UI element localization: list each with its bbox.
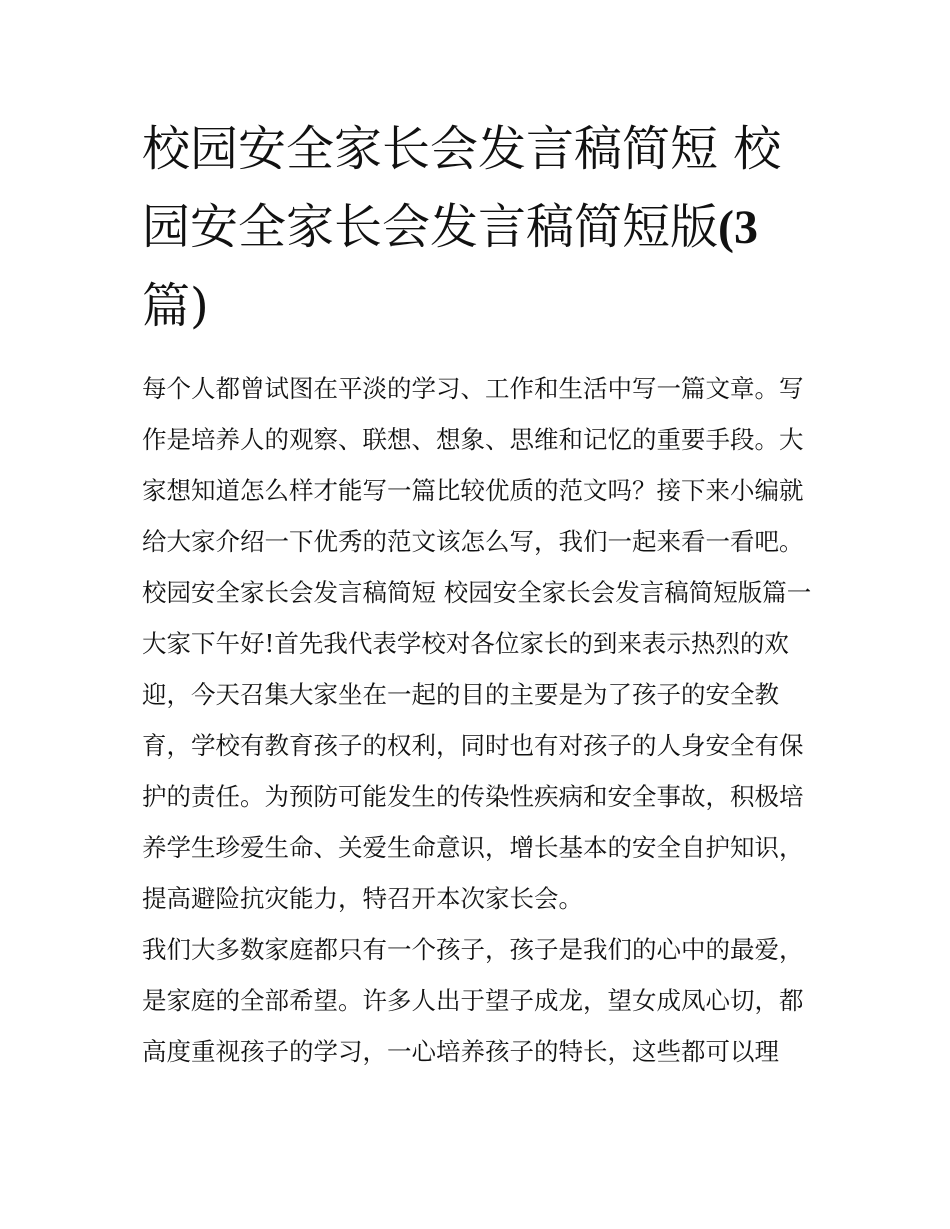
- document-body: [142, 110, 814, 1077]
- body-paragraph: 我们大多数家庭都只有一个孩子，孩子是我们的心中的最爱，是家庭的全部希望。许多人出于望子成龙，望女成凤心切，都高度重视孩子的学习，一心培养孩子的特长，这些都可以理: [142, 935, 804, 1066]
- document-title: [142, 110, 814, 345]
- title-text: 校园安全家长会发言稿简短 校园安全家长会发言稿简短版: [142, 121, 782, 255]
- intro-paragraph: 每个人都曾试图在平淡的学习、工作和生活中写一篇文章。写作是培养人的观察、联想、想象、思维和记忆的重要手段。大家想知道怎么样才能写一篇比较优质的范文吗？接下来小编就给大家介绍一下优秀的范文该怎么写，我们一起来看一看吧。: [142, 374, 804, 556]
- body-paragraph: 大家下午好!首先我代表学校对各位家长的到来表示热烈的欢迎，今天召集大家坐在一起的目的主要是为了孩子的安全教育，学校有教育孩子的权利，同时也有对孩子的人身安全有保护的责任。为预防可能发生的传染性疾病和安全事故，积极培养学生珍爱生命、关爱生命意识，增长基本的安全自护知识，提高避险抗灾能力，特召开本次家长会。: [142, 629, 804, 913]
- title-count-open: (3: [718, 201, 758, 254]
- section-heading: 校园安全家长会发言稿简短 校园安全家长会发言稿简短版篇一: [142, 578, 812, 607]
- title-count-close: 篇): [142, 278, 209, 334]
